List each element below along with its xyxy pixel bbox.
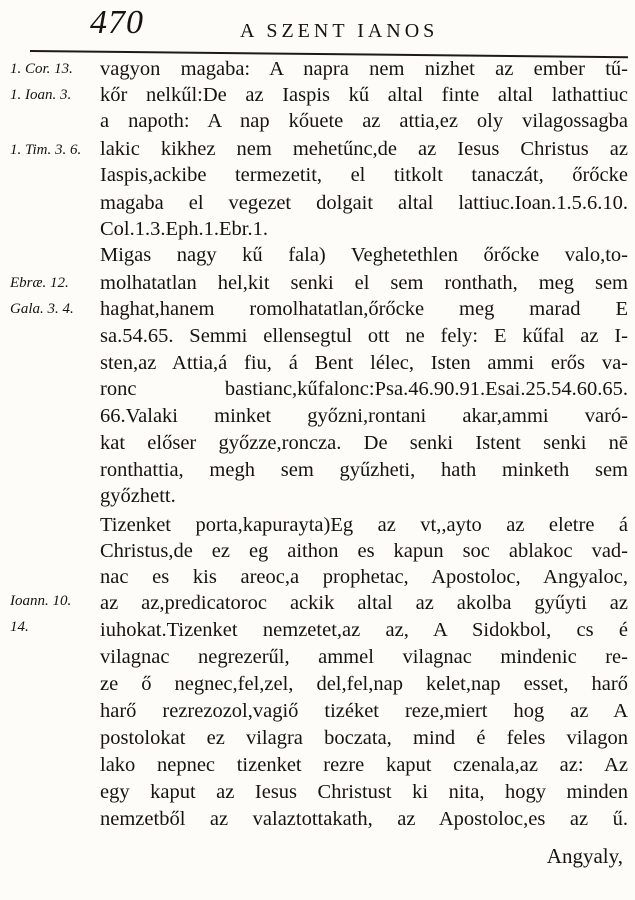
margin-note: Gala. 3. 4. [10, 301, 74, 317]
text-line: nac es kis areoc,a prophetac, Apostoloc, Angyaloc, [100, 566, 628, 588]
text-line: vilagnac negrezerűl, ammel vilagnac mindenic re- [100, 646, 628, 668]
text-line: 66.Valaki minket győzni,rontani akar,ammi varó- [100, 405, 628, 427]
text-line: lakic kikhez nem mehetűnc,de az Iesus Christus az [100, 138, 628, 160]
text-line: ronc bastianc,kűfalonc:Psa.46.90.91.Esai.25.54.60.65. [100, 378, 628, 400]
text-line: győzhett. [100, 485, 176, 507]
text-line: iuhokat.Tizenket nemzetet,az az, A Sidokbol, cs é [100, 619, 628, 641]
text-line: kat előser győzze,roncza. De senki Istent senki nē [100, 432, 628, 454]
page-header [0, 4, 635, 44]
text-line: magaba el vegezet dolgait altal lattiuc.Ioan.1.5.6.10. [100, 192, 628, 214]
margin-note: 1. Ioan. 3. [10, 87, 72, 103]
text-line: egy kaput az Iesus Christust ki nita, hogy minden [100, 781, 628, 803]
text-line: harő rezrezozol,vagiő tizéket reze,miert hog az A [100, 700, 628, 722]
text-line: molhatatlan hel,kit senki el sem ronthath, meg sem [100, 272, 628, 294]
text-line: a napoth: A nap kőuete az attia,ez oly vilagossagba [100, 110, 628, 132]
text-line: kőr nelkűl:De az Iaspis kű altal finte altal lathattiuc [100, 84, 628, 106]
text-line: sten,az Attia,á fiu, á Bent lélec, Isten ammi erős va- [100, 352, 628, 374]
text-line: vagyon magaba: A napra nem nizhet az ember tű- [100, 58, 628, 80]
text-line: haghat,hanem romolhatatlan,őrőcke meg marad E [100, 298, 628, 320]
text-line: nemzetből az valaztottakath, az Apostoloc,es az ű. [100, 808, 628, 830]
text-line: sa.54.65. Semmi ellensegtul ott ne fely: E kűfal az I- [100, 325, 628, 347]
margin-note: 1. Tim. 3. 6. [10, 142, 82, 158]
margin-note: Ebræ. 12. [10, 275, 69, 291]
margin-note: 14. [10, 619, 29, 635]
margin-note: Ioann. 10. [10, 593, 72, 609]
text-line: ze ő negnec,fel,zel, del,fel,nap kelet,nap esset, harő [100, 673, 628, 695]
text-line: Col.1.3.Eph.1.Ebr.1. [100, 218, 268, 240]
running-title: A SZENT IANOS [240, 20, 439, 42]
text-line: postolokat ez vilagra boczata, mind é feles vilagon [100, 727, 628, 749]
text-line: az az,predicatoroc ackik altal az akolba gyűyti az [100, 592, 628, 614]
text-line: lako nepnec tizenket rezre kaput czenala,az az: Az [100, 754, 628, 776]
text-line: Tizenket porta,kapurayta)Eg az vt,,ayto az eletre á [100, 514, 628, 536]
margin-note: 1. Cor. 13. [10, 61, 73, 77]
page-number: 470 [90, 4, 144, 41]
text-line: Migas nagy kű fala) Veghetethlen őrőcke valo,to- [100, 244, 628, 266]
catchword: Angyaly, [546, 844, 623, 868]
text-line: Iaspis,ackibe termezetit, el titkolt tanaczát, őrőcke [100, 164, 628, 186]
text-line: ronthattia, megh sem gyűzheti, hath minketh sem [100, 459, 628, 481]
text-line: Christus,de ez eg aithon es kapun soc ablakoc vad- [100, 540, 628, 562]
